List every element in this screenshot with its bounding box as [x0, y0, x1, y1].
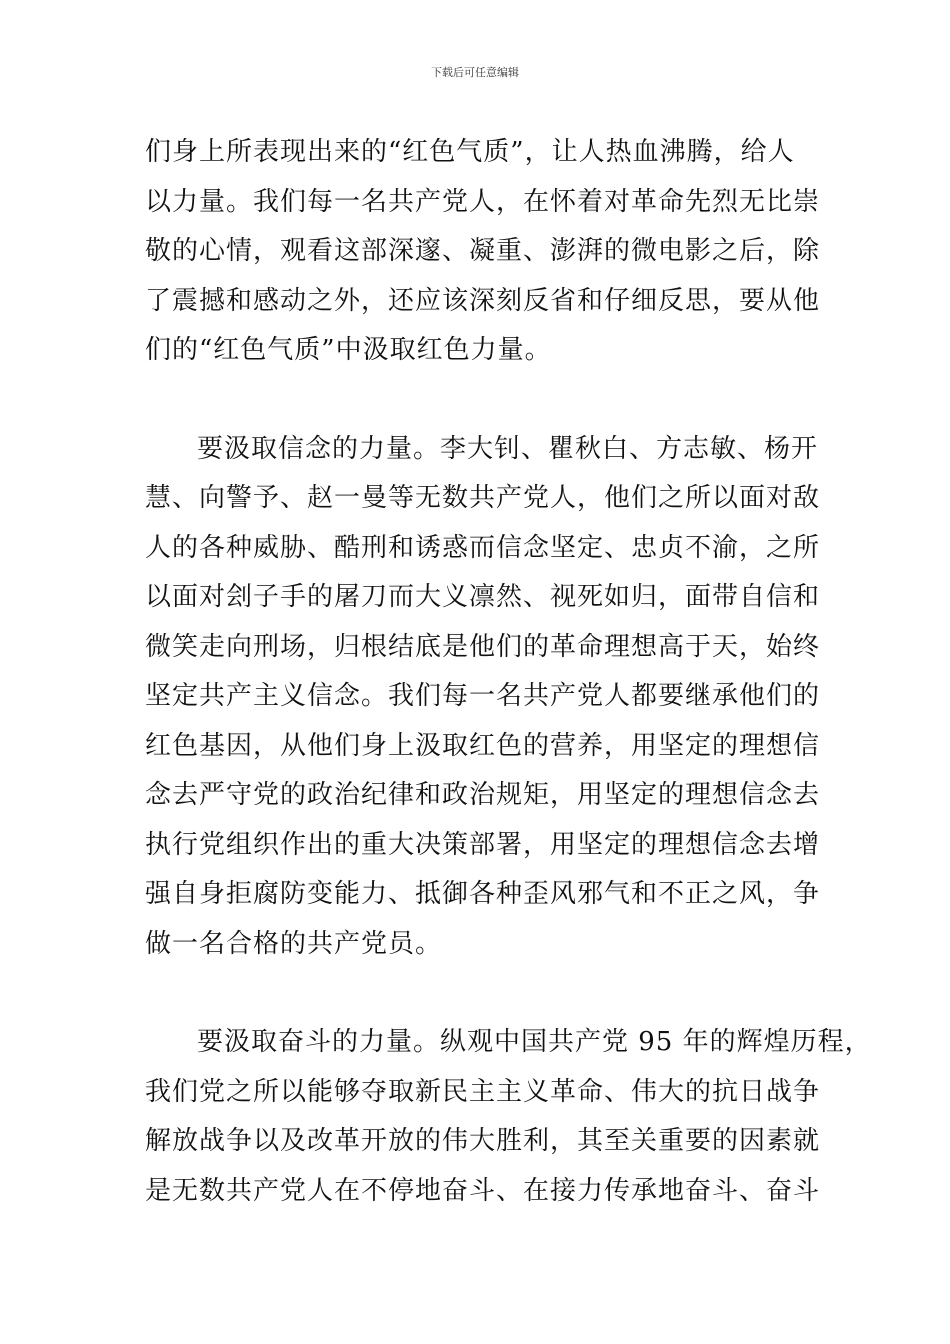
- text-line: 们的“红色气质”中汲取红色力量。: [145, 335, 552, 365]
- text-line: 解放战争以及改革开放的伟大胜利，其至关重要的因素就: [145, 1126, 821, 1156]
- text-line: 念去严守党的政治纪律和政治规矩，用坚定的理想信念去: [145, 780, 821, 810]
- text-line: 强自身拒腐防变能力、抵御各种歪风邪气和不正之风，争: [145, 879, 821, 909]
- text-line: 慧、向警予、赵一曼等无数共产党人，他们之所以面对敌: [145, 483, 821, 513]
- text-line: 以力量。我们每一名共产党人，在怀着对革命先烈无比崇: [145, 186, 821, 217]
- text-line: 要汲取奋斗的力量。纵观中国共产党 95 年的辉煌历程，: [197, 1027, 872, 1057]
- text-line: 我们党之所以能够夺取新民主主义革命、伟大的抗日战争: [145, 1076, 821, 1107]
- paragraph-3: [145, 1018, 872, 1216]
- document-body: [145, 128, 872, 1216]
- text-line: 微笑走向刑场，归根结底是他们的革命理想高于天，始终: [145, 631, 821, 662]
- text-line: 们身上所表现出来的“红色气质”，让人热血沸腾，给人: [145, 137, 795, 167]
- text-line: 要汲取信念的力量。李大钊、瞿秋白、方志敏、杨开: [197, 433, 819, 464]
- paragraph-2: [145, 425, 821, 970]
- text-line: 红色基因，从他们身上汲取红色的营养，用坚定的理想信: [145, 730, 821, 761]
- text-line: 做一名合格的共产党员。: [145, 928, 443, 959]
- text-line: 敬的心情，观看这部深邃、凝重、澎湃的微电影之后，除: [145, 236, 821, 266]
- text-line: 人的各种威胁、酷刑和诱惑而信念坚定、忠贞不渝，之所: [145, 532, 821, 563]
- text-line: 是无数共产党人在不停地奋斗、在接力传承地奋斗、奋斗: [145, 1175, 821, 1206]
- page-header: 下载后可任意编辑: [431, 66, 519, 79]
- text-line: 坚定共产主义信念。我们每一名共产党人都要继承他们的: [145, 681, 821, 711]
- text-line: 了震撼和感动之外，还应该深刻反省和仔细反思，要从他: [145, 285, 821, 316]
- text-line: 以面对刽子手的屠刀而大义凛然、视死如归，面带自信和: [145, 582, 821, 612]
- paragraph-1: [145, 128, 821, 376]
- text-line: 执行党组织作出的重大决策部署，用坚定的理想信念去增: [145, 829, 821, 860]
